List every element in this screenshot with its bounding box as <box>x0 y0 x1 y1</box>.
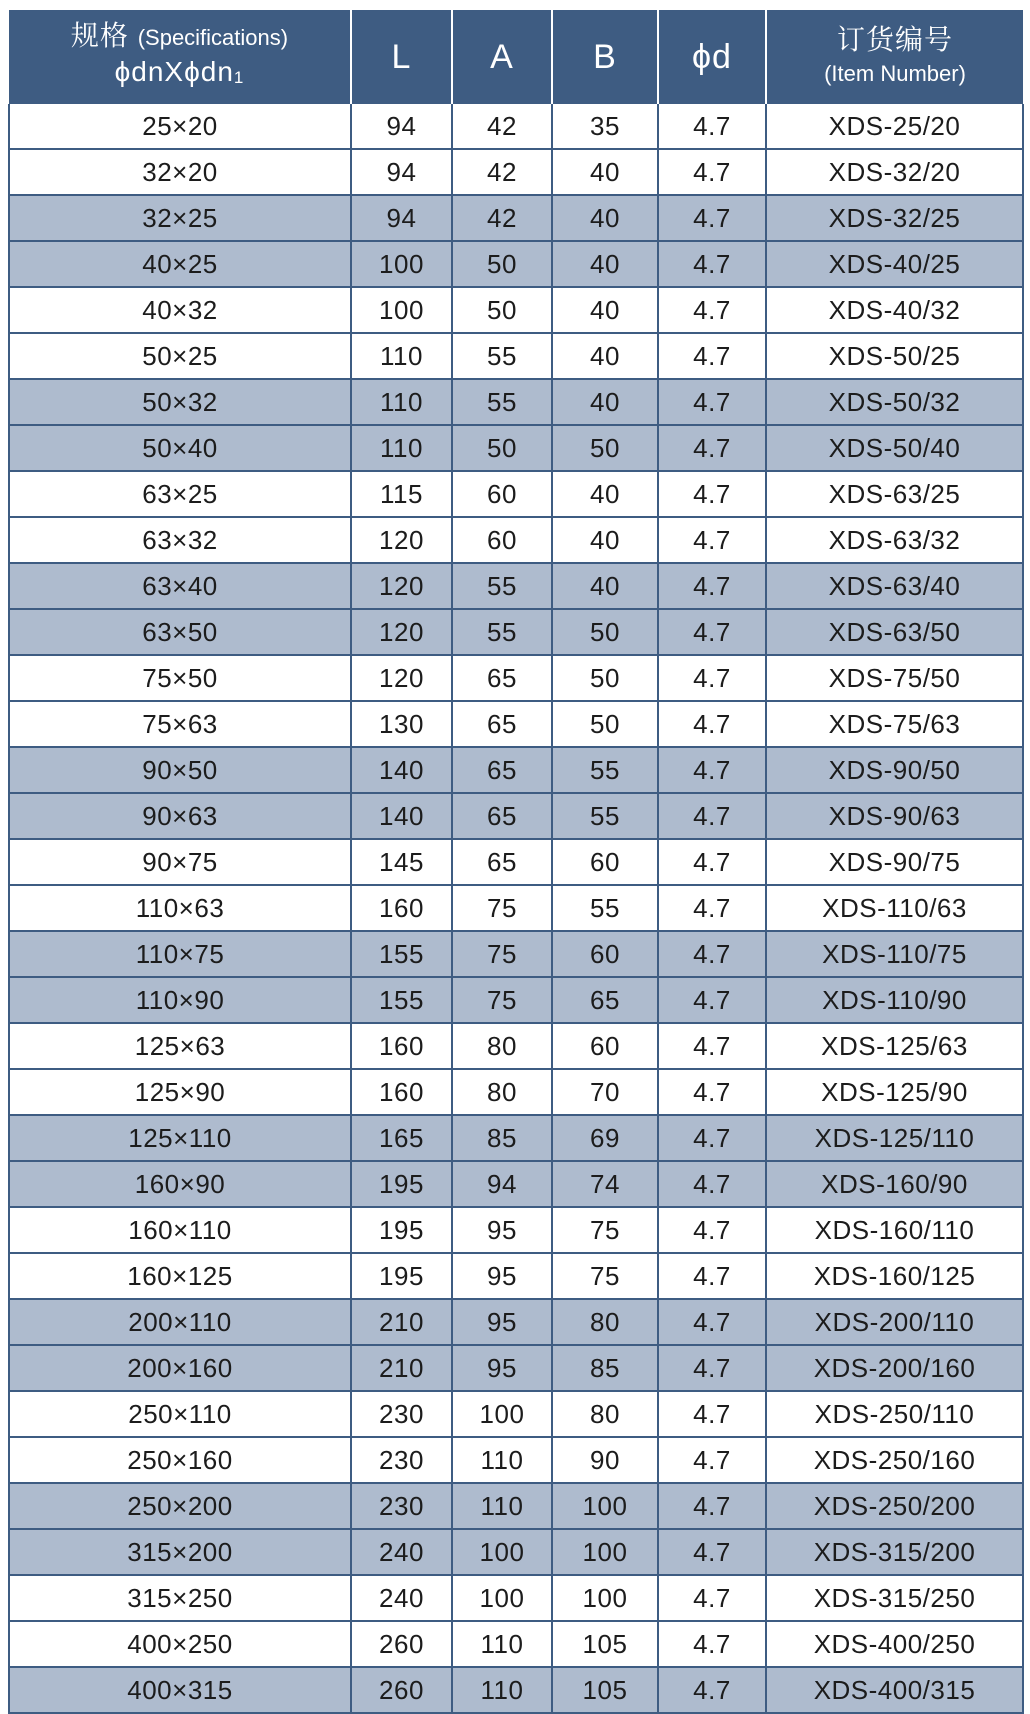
cell-a: 85 <box>452 1115 552 1161</box>
cell-l: 230 <box>351 1391 452 1437</box>
cell-b: 60 <box>552 839 658 885</box>
cell-a: 95 <box>452 1345 552 1391</box>
cell-spec: 90×50 <box>9 747 351 793</box>
cell-d: 4.7 <box>658 1299 766 1345</box>
cell-l: 240 <box>351 1575 452 1621</box>
cell-item-number: XDS-125/63 <box>766 1023 1023 1069</box>
header-col-l <box>351 10 452 104</box>
cell-d: 4.7 <box>658 1069 766 1115</box>
cell-a: 94 <box>452 1161 552 1207</box>
cell-l: 155 <box>351 977 452 1023</box>
cell-l: 160 <box>351 1069 452 1115</box>
cell-spec: 125×110 <box>9 1115 351 1161</box>
cell-spec: 90×63 <box>9 793 351 839</box>
cell-item-number: XDS-50/32 <box>766 379 1023 425</box>
cell-l: 165 <box>351 1115 452 1161</box>
table-row <box>9 1299 1023 1345</box>
table-header <box>9 10 1023 104</box>
cell-a: 65 <box>452 701 552 747</box>
header-item-number <box>766 10 1023 104</box>
cell-b: 80 <box>552 1299 658 1345</box>
cell-a: 55 <box>452 379 552 425</box>
header-item-cn: 订货编号 <box>836 24 953 55</box>
table-row <box>9 471 1023 517</box>
cell-item-number: XDS-400/250 <box>766 1621 1023 1667</box>
table-row <box>9 1529 1023 1575</box>
cell-b: 69 <box>552 1115 658 1161</box>
header-item-en: (Item Number) <box>824 61 966 86</box>
cell-d: 4.7 <box>658 747 766 793</box>
cell-d: 4.7 <box>658 379 766 425</box>
cell-l: 120 <box>351 517 452 563</box>
cell-item-number: XDS-400/315 <box>766 1667 1023 1713</box>
cell-b: 50 <box>552 655 658 701</box>
cell-item-number: XDS-90/63 <box>766 793 1023 839</box>
cell-a: 65 <box>452 747 552 793</box>
cell-a: 50 <box>452 287 552 333</box>
cell-item-number: XDS-160/90 <box>766 1161 1023 1207</box>
cell-d: 4.7 <box>658 287 766 333</box>
cell-a: 100 <box>452 1391 552 1437</box>
cell-a: 42 <box>452 149 552 195</box>
table-row <box>9 333 1023 379</box>
cell-spec: 63×40 <box>9 563 351 609</box>
cell-b: 85 <box>552 1345 658 1391</box>
cell-b: 60 <box>552 1023 658 1069</box>
cell-a: 110 <box>452 1621 552 1667</box>
cell-a: 55 <box>452 609 552 655</box>
table-row <box>9 563 1023 609</box>
cell-a: 60 <box>452 517 552 563</box>
cell-l: 120 <box>351 609 452 655</box>
cell-d: 4.7 <box>658 1345 766 1391</box>
cell-spec: 250×160 <box>9 1437 351 1483</box>
cell-spec: 110×63 <box>9 885 351 931</box>
cell-l: 155 <box>351 931 452 977</box>
table-row <box>9 885 1023 931</box>
cell-spec: 40×32 <box>9 287 351 333</box>
cell-a: 55 <box>452 563 552 609</box>
cell-item-number: XDS-90/50 <box>766 747 1023 793</box>
table-row <box>9 1069 1023 1115</box>
cell-spec: 315×200 <box>9 1529 351 1575</box>
table-row <box>9 747 1023 793</box>
cell-b: 40 <box>552 287 658 333</box>
cell-b: 100 <box>552 1575 658 1621</box>
cell-item-number: XDS-110/75 <box>766 931 1023 977</box>
table-row <box>9 1115 1023 1161</box>
cell-item-number: XDS-40/25 <box>766 241 1023 287</box>
cell-a: 65 <box>452 793 552 839</box>
cell-d: 4.7 <box>658 1575 766 1621</box>
table-row <box>9 104 1023 149</box>
cell-b: 105 <box>552 1667 658 1713</box>
cell-d: 4.7 <box>658 241 766 287</box>
cell-b: 50 <box>552 701 658 747</box>
cell-d: 4.7 <box>658 701 766 747</box>
cell-l: 145 <box>351 839 452 885</box>
cell-d: 4.7 <box>658 425 766 471</box>
cell-d: 4.7 <box>658 1161 766 1207</box>
table-row <box>9 1023 1023 1069</box>
cell-a: 42 <box>452 104 552 149</box>
table-body <box>9 104 1023 1713</box>
header-col-d-label: ϕd <box>692 37 732 76</box>
cell-spec: 63×32 <box>9 517 351 563</box>
cell-b: 40 <box>552 195 658 241</box>
cell-l: 110 <box>351 379 452 425</box>
cell-l: 94 <box>351 195 452 241</box>
table-row <box>9 149 1023 195</box>
cell-d: 4.7 <box>658 1483 766 1529</box>
table-row <box>9 195 1023 241</box>
cell-d: 4.7 <box>658 149 766 195</box>
cell-l: 210 <box>351 1345 452 1391</box>
cell-b: 55 <box>552 885 658 931</box>
cell-a: 110 <box>452 1667 552 1713</box>
cell-l: 195 <box>351 1253 452 1299</box>
table-row <box>9 287 1023 333</box>
cell-b: 35 <box>552 104 658 149</box>
cell-b: 40 <box>552 471 658 517</box>
cell-a: 65 <box>452 655 552 701</box>
header-spec-cn: 规格 <box>70 20 129 51</box>
cell-spec: 125×63 <box>9 1023 351 1069</box>
cell-item-number: XDS-110/63 <box>766 885 1023 931</box>
header-col-a-label: A <box>490 37 514 76</box>
table-row <box>9 1667 1023 1713</box>
cell-a: 50 <box>452 425 552 471</box>
cell-d: 4.7 <box>658 839 766 885</box>
cell-a: 75 <box>452 885 552 931</box>
cell-l: 130 <box>351 701 452 747</box>
cell-b: 50 <box>552 609 658 655</box>
cell-a: 95 <box>452 1253 552 1299</box>
cell-spec: 75×63 <box>9 701 351 747</box>
cell-a: 65 <box>452 839 552 885</box>
cell-b: 40 <box>552 517 658 563</box>
cell-item-number: XDS-250/200 <box>766 1483 1023 1529</box>
cell-spec: 110×75 <box>9 931 351 977</box>
table-row <box>9 241 1023 287</box>
cell-d: 4.7 <box>658 977 766 1023</box>
cell-item-number: XDS-110/90 <box>766 977 1023 1023</box>
cell-a: 95 <box>452 1207 552 1253</box>
cell-spec: 125×90 <box>9 1069 351 1115</box>
table-row <box>9 379 1023 425</box>
cell-spec: 160×125 <box>9 1253 351 1299</box>
header-col-d <box>658 10 766 104</box>
cell-item-number: XDS-315/200 <box>766 1529 1023 1575</box>
cell-a: 55 <box>452 333 552 379</box>
cell-d: 4.7 <box>658 1115 766 1161</box>
header-col-b-label: B <box>593 37 617 76</box>
cell-b: 50 <box>552 425 658 471</box>
cell-b: 100 <box>552 1483 658 1529</box>
cell-d: 4.7 <box>658 517 766 563</box>
cell-a: 60 <box>452 471 552 517</box>
cell-l: 140 <box>351 793 452 839</box>
cell-l: 94 <box>351 149 452 195</box>
cell-l: 230 <box>351 1437 452 1483</box>
header-row <box>9 10 1023 104</box>
cell-d: 4.7 <box>658 1023 766 1069</box>
cell-l: 110 <box>351 333 452 379</box>
cell-item-number: XDS-63/25 <box>766 471 1023 517</box>
table-row <box>9 839 1023 885</box>
cell-spec: 50×32 <box>9 379 351 425</box>
cell-item-number: XDS-250/110 <box>766 1391 1023 1437</box>
cell-b: 55 <box>552 793 658 839</box>
cell-spec: 63×25 <box>9 471 351 517</box>
table-row <box>9 1437 1023 1483</box>
cell-item-number: XDS-125/110 <box>766 1115 1023 1161</box>
cell-item-number: XDS-200/160 <box>766 1345 1023 1391</box>
cell-spec: 400×250 <box>9 1621 351 1667</box>
table-row <box>9 655 1023 701</box>
cell-spec: 160×90 <box>9 1161 351 1207</box>
cell-spec: 250×200 <box>9 1483 351 1529</box>
cell-spec: 75×50 <box>9 655 351 701</box>
cell-l: 260 <box>351 1667 452 1713</box>
header-spec-formula-sub: 1 <box>233 68 245 87</box>
table-row <box>9 1253 1023 1299</box>
table-row <box>9 793 1023 839</box>
cell-a: 80 <box>452 1023 552 1069</box>
cell-spec: 25×20 <box>9 104 351 149</box>
cell-d: 4.7 <box>658 1437 766 1483</box>
cell-d: 4.7 <box>658 1253 766 1299</box>
cell-l: 260 <box>351 1621 452 1667</box>
cell-l: 100 <box>351 287 452 333</box>
cell-item-number: XDS-200/110 <box>766 1299 1023 1345</box>
table-row <box>9 701 1023 747</box>
cell-d: 4.7 <box>658 195 766 241</box>
cell-b: 74 <box>552 1161 658 1207</box>
cell-a: 110 <box>452 1483 552 1529</box>
cell-l: 160 <box>351 1023 452 1069</box>
cell-b: 65 <box>552 977 658 1023</box>
cell-b: 80 <box>552 1391 658 1437</box>
cell-item-number: XDS-63/32 <box>766 517 1023 563</box>
cell-l: 120 <box>351 655 452 701</box>
cell-spec: 400×315 <box>9 1667 351 1713</box>
cell-l: 94 <box>351 104 452 149</box>
cell-spec: 110×90 <box>9 977 351 1023</box>
cell-item-number: XDS-160/110 <box>766 1207 1023 1253</box>
cell-l: 230 <box>351 1483 452 1529</box>
cell-a: 95 <box>452 1299 552 1345</box>
table-row <box>9 1345 1023 1391</box>
cell-item-number: XDS-75/50 <box>766 655 1023 701</box>
cell-item-number: XDS-250/160 <box>766 1437 1023 1483</box>
cell-spec: 200×110 <box>9 1299 351 1345</box>
cell-spec: 50×25 <box>9 333 351 379</box>
cell-spec: 250×110 <box>9 1391 351 1437</box>
cell-d: 4.7 <box>658 1391 766 1437</box>
header-spec-title <box>9 19 350 55</box>
cell-item-number: XDS-32/25 <box>766 195 1023 241</box>
cell-a: 42 <box>452 195 552 241</box>
cell-a: 100 <box>452 1575 552 1621</box>
cell-item-number: XDS-63/40 <box>766 563 1023 609</box>
table-row <box>9 425 1023 471</box>
cell-l: 115 <box>351 471 452 517</box>
cell-a: 50 <box>452 241 552 287</box>
cell-l: 160 <box>351 885 452 931</box>
cell-d: 4.7 <box>658 1207 766 1253</box>
cell-b: 60 <box>552 931 658 977</box>
cell-b: 75 <box>552 1207 658 1253</box>
cell-d: 4.7 <box>658 1667 766 1713</box>
table-row <box>9 1391 1023 1437</box>
cell-spec: 315×250 <box>9 1575 351 1621</box>
table-row <box>9 931 1023 977</box>
cell-item-number: XDS-40/32 <box>766 287 1023 333</box>
cell-spec: 160×110 <box>9 1207 351 1253</box>
cell-b: 55 <box>552 747 658 793</box>
table-row <box>9 1621 1023 1667</box>
cell-a: 100 <box>452 1529 552 1575</box>
cell-item-number: XDS-315/250 <box>766 1575 1023 1621</box>
cell-item-number: XDS-50/40 <box>766 425 1023 471</box>
cell-spec: 32×20 <box>9 149 351 195</box>
cell-spec: 90×75 <box>9 839 351 885</box>
header-spec-formula-main: ϕdnXϕdn <box>114 56 234 87</box>
cell-d: 4.7 <box>658 793 766 839</box>
cell-d: 4.7 <box>658 655 766 701</box>
header-spec-formula <box>9 55 350 95</box>
cell-item-number: XDS-50/25 <box>766 333 1023 379</box>
cell-item-number: XDS-160/125 <box>766 1253 1023 1299</box>
cell-b: 90 <box>552 1437 658 1483</box>
cell-spec: 63×50 <box>9 609 351 655</box>
cell-spec: 200×160 <box>9 1345 351 1391</box>
header-col-l-label: L <box>391 37 412 76</box>
cell-d: 4.7 <box>658 333 766 379</box>
cell-item-number: XDS-25/20 <box>766 104 1023 149</box>
cell-d: 4.7 <box>658 609 766 655</box>
cell-l: 140 <box>351 747 452 793</box>
cell-spec: 40×25 <box>9 241 351 287</box>
cell-item-number: XDS-90/75 <box>766 839 1023 885</box>
cell-l: 100 <box>351 241 452 287</box>
cell-l: 210 <box>351 1299 452 1345</box>
cell-l: 195 <box>351 1161 452 1207</box>
cell-spec: 50×40 <box>9 425 351 471</box>
cell-b: 40 <box>552 241 658 287</box>
table-row <box>9 1207 1023 1253</box>
cell-d: 4.7 <box>658 563 766 609</box>
cell-d: 4.7 <box>658 104 766 149</box>
cell-a: 75 <box>452 931 552 977</box>
cell-d: 4.7 <box>658 885 766 931</box>
table-row <box>9 517 1023 563</box>
table-row <box>9 1575 1023 1621</box>
header-col-a <box>452 10 552 104</box>
cell-l: 195 <box>351 1207 452 1253</box>
spec-table <box>8 10 1024 1714</box>
cell-item-number: XDS-63/50 <box>766 609 1023 655</box>
cell-spec: 32×25 <box>9 195 351 241</box>
cell-b: 100 <box>552 1529 658 1575</box>
cell-b: 70 <box>552 1069 658 1115</box>
cell-d: 4.7 <box>658 471 766 517</box>
cell-item-number: XDS-125/90 <box>766 1069 1023 1115</box>
table-row <box>9 1161 1023 1207</box>
cell-b: 40 <box>552 563 658 609</box>
cell-item-number: XDS-75/63 <box>766 701 1023 747</box>
header-col-b <box>552 10 658 104</box>
cell-b: 105 <box>552 1621 658 1667</box>
cell-l: 240 <box>351 1529 452 1575</box>
cell-a: 75 <box>452 977 552 1023</box>
table-row <box>9 977 1023 1023</box>
header-specifications <box>9 10 351 104</box>
cell-item-number: XDS-32/20 <box>766 149 1023 195</box>
table-row <box>9 1483 1023 1529</box>
cell-d: 4.7 <box>658 1621 766 1667</box>
cell-d: 4.7 <box>658 931 766 977</box>
cell-b: 40 <box>552 379 658 425</box>
cell-b: 75 <box>552 1253 658 1299</box>
header-spec-en: (Specifications) <box>137 25 289 50</box>
table-row <box>9 609 1023 655</box>
cell-a: 110 <box>452 1437 552 1483</box>
cell-b: 40 <box>552 149 658 195</box>
cell-d: 4.7 <box>658 1529 766 1575</box>
cell-a: 80 <box>452 1069 552 1115</box>
cell-b: 40 <box>552 333 658 379</box>
cell-l: 120 <box>351 563 452 609</box>
cell-l: 110 <box>351 425 452 471</box>
